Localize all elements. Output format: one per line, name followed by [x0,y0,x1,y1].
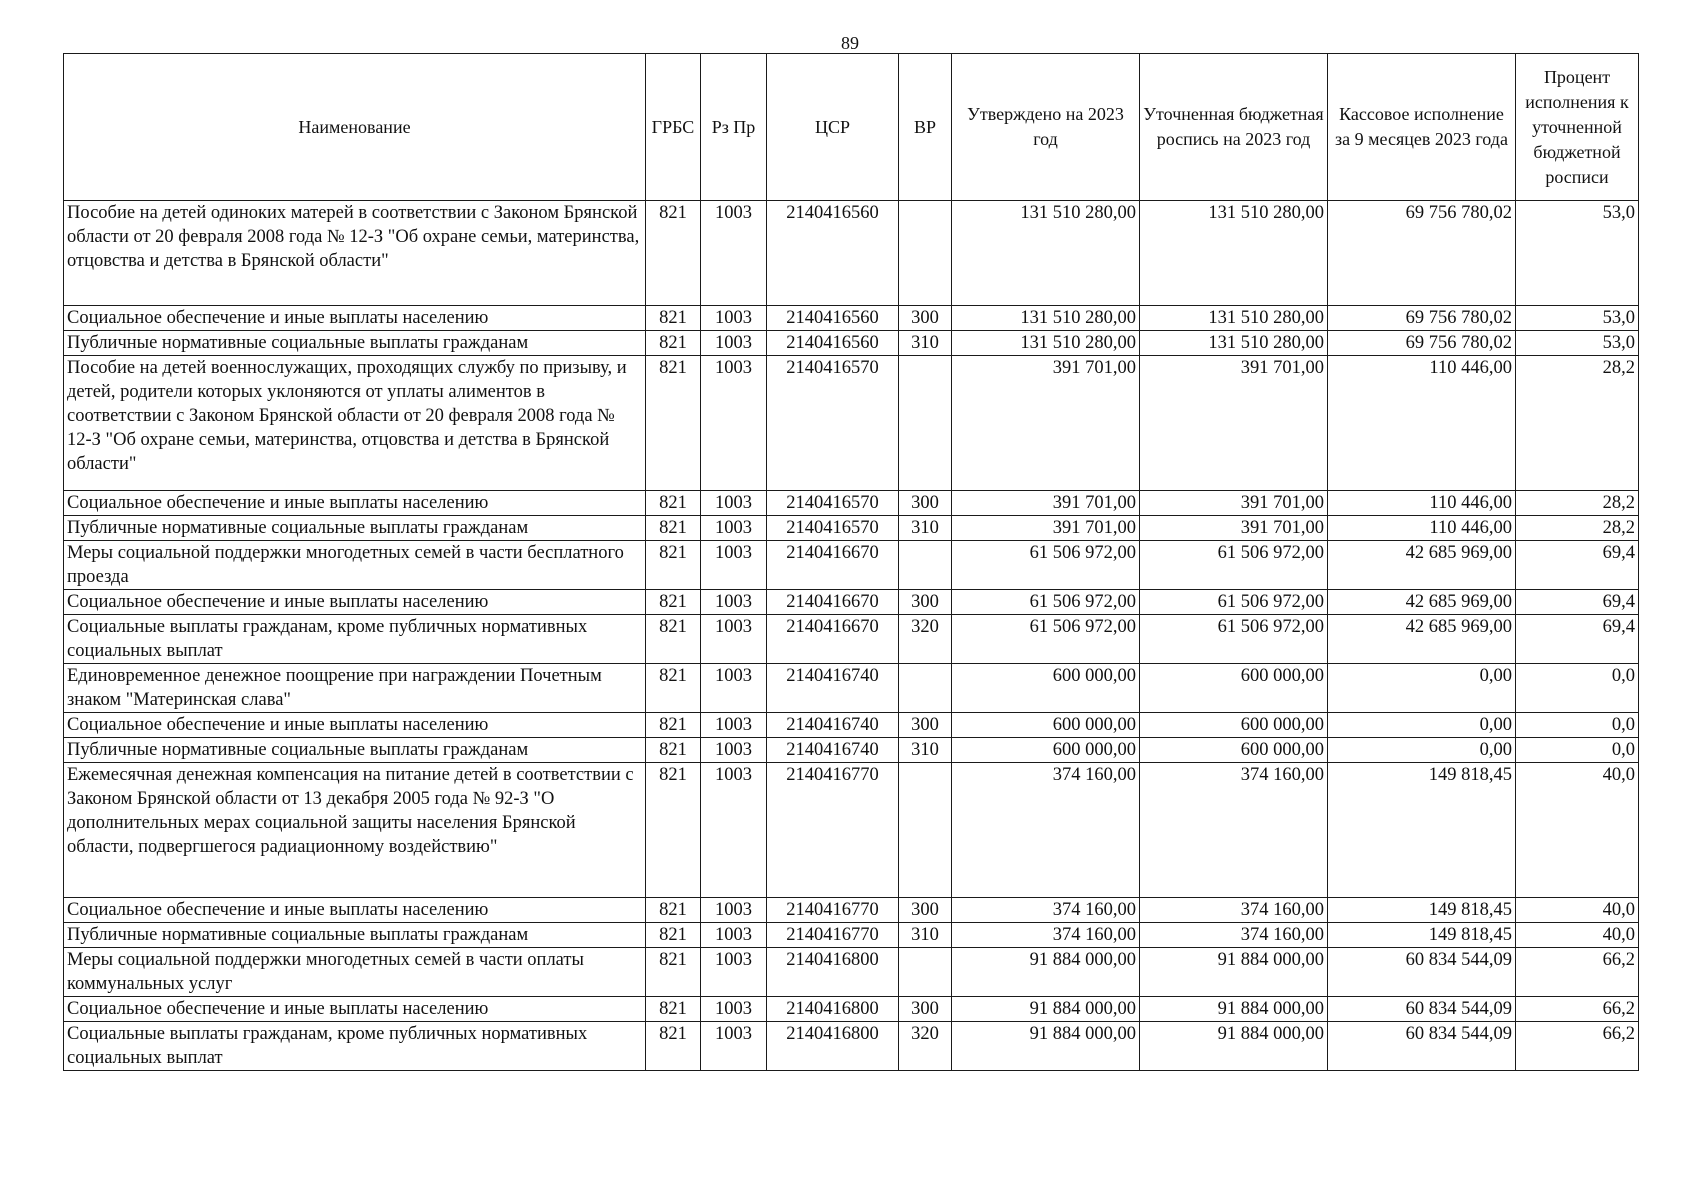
cell-percent: 40,0 [1516,923,1639,948]
cell-rzpr: 1003 [701,664,767,713]
cell-csr: 2140416740 [767,664,899,713]
cell-grbs: 821 [646,738,701,763]
cell-rzpr: 1003 [701,516,767,541]
cell-cash: 0,00 [1328,664,1516,713]
cell-grbs: 821 [646,763,701,898]
cell-csr: 2140416740 [767,713,899,738]
cell-refined: 91 884 000,00 [1140,997,1328,1022]
cell-vr: 300 [899,306,952,331]
cell-approved: 600 000,00 [952,664,1140,713]
cell-rzpr: 1003 [701,590,767,615]
cell-refined: 391 701,00 [1140,356,1328,491]
cell-cash: 0,00 [1328,738,1516,763]
cell-rzpr: 1003 [701,923,767,948]
cell-approved: 91 884 000,00 [952,1022,1140,1071]
cell-cash: 110 446,00 [1328,491,1516,516]
cell-rzpr: 1003 [701,1022,767,1071]
cell-rzpr: 1003 [701,898,767,923]
column-header-refined: Уточненная бюджетная роспись на 2023 год [1140,54,1328,201]
cell-approved: 374 160,00 [952,763,1140,898]
cell-name: Единовременное денежное поощрение при награждении Почетным знаком "Материнская слава" [64,664,646,713]
cell-name: Публичные нормативные социальные выплаты гражданам [64,516,646,541]
cell-approved: 91 884 000,00 [952,997,1140,1022]
table-row [64,331,1639,356]
cell-cash: 60 834 544,09 [1328,997,1516,1022]
cell-cash: 42 685 969,00 [1328,590,1516,615]
cell-vr: 310 [899,923,952,948]
cell-vr: 300 [899,491,952,516]
cell-csr: 2140416560 [767,306,899,331]
cell-refined: 391 701,00 [1140,516,1328,541]
cell-csr: 2140416800 [767,1022,899,1071]
cell-csr: 2140416770 [767,923,899,948]
cell-percent: 69,4 [1516,590,1639,615]
cell-grbs: 821 [646,713,701,738]
cell-vr: 320 [899,615,952,664]
cell-refined: 61 506 972,00 [1140,541,1328,590]
cell-name: Меры социальной поддержки многодетных семей в части бесплатного проезда [64,541,646,590]
cell-name: Ежемесячная денежная компенсация на питание детей в соответствии с Законом Брянской области от 13 декабря 2005 года № 92-З "О дополнительных мерах социальной защиты населения Брянской области, подвергшегося радиационному воздействию" [64,763,646,898]
cell-name: Публичные нормативные социальные выплаты гражданам [64,923,646,948]
table-row [64,615,1639,664]
cell-grbs: 821 [646,331,701,356]
cell-approved: 600 000,00 [952,713,1140,738]
table-row [64,1022,1639,1071]
table-body [64,201,1639,1071]
table-row [64,738,1639,763]
cell-vr [899,763,952,898]
cell-name: Пособие на детей военнослужащих, проходящих службу по призыву, и детей, родители которых уклоняются от уплаты алиментов в соответствии с Законом Брянской области от 20 февраля 2008 года № 12-З "Об охране семьи, материнства, отцовства и детства в Брянской области" [64,356,646,491]
column-header-csr: ЦСР [767,54,899,201]
cell-rzpr: 1003 [701,615,767,664]
cell-grbs: 821 [646,516,701,541]
cell-percent: 40,0 [1516,763,1639,898]
column-header-grbs: ГРБС [646,54,701,201]
cell-cash: 110 446,00 [1328,516,1516,541]
cell-rzpr: 1003 [701,331,767,356]
cell-approved: 391 701,00 [952,516,1140,541]
cell-grbs: 821 [646,201,701,306]
cell-refined: 374 160,00 [1140,763,1328,898]
table-row [64,997,1639,1022]
cell-name: Социальные выплаты гражданам, кроме публичных нормативных социальных выплат [64,615,646,664]
cell-csr: 2140416560 [767,331,899,356]
budget-table [63,53,1639,1071]
cell-approved: 131 510 280,00 [952,306,1140,331]
cell-name: Социальное обеспечение и иные выплаты населению [64,713,646,738]
cell-vr: 300 [899,997,952,1022]
column-header-cash: Кассовое исполнение за 9 месяцев 2023 года [1328,54,1516,201]
cell-csr: 2140416800 [767,948,899,997]
cell-rzpr: 1003 [701,491,767,516]
cell-cash: 60 834 544,09 [1328,1022,1516,1071]
cell-refined: 600 000,00 [1140,664,1328,713]
table-row [64,898,1639,923]
table-row [64,763,1639,898]
cell-percent: 66,2 [1516,948,1639,997]
cell-vr: 310 [899,331,952,356]
cell-approved: 391 701,00 [952,491,1140,516]
cell-percent: 0,0 [1516,664,1639,713]
table-header-row [64,54,1639,201]
cell-cash: 60 834 544,09 [1328,948,1516,997]
cell-name: Социальное обеспечение и иные выплаты населению [64,898,646,923]
table-row [64,590,1639,615]
table-row [64,923,1639,948]
cell-cash: 110 446,00 [1328,356,1516,491]
cell-refined: 91 884 000,00 [1140,948,1328,997]
table-row [64,948,1639,997]
cell-rzpr: 1003 [701,541,767,590]
table-row [64,306,1639,331]
cell-rzpr: 1003 [701,306,767,331]
cell-refined: 600 000,00 [1140,713,1328,738]
cell-grbs: 821 [646,356,701,491]
table-row [64,516,1639,541]
cell-name: Социальное обеспечение и иные выплаты населению [64,997,646,1022]
cell-csr: 2140416570 [767,516,899,541]
column-header-name: Наименование [64,54,646,201]
cell-name: Пособие на детей одиноких матерей в соответствии с Законом Брянской области от 20 февраля 2008 года № 12-З "Об охране семьи, материнства, отцовства и детства в Брянской области" [64,201,646,306]
cell-grbs: 821 [646,491,701,516]
cell-name: Социальное обеспечение и иные выплаты населению [64,590,646,615]
cell-csr: 2140416800 [767,997,899,1022]
cell-approved: 600 000,00 [952,738,1140,763]
cell-rzpr: 1003 [701,713,767,738]
cell-percent: 28,2 [1516,356,1639,491]
table-row [64,713,1639,738]
cell-vr [899,356,952,491]
cell-vr [899,201,952,306]
cell-name: Публичные нормативные социальные выплаты гражданам [64,331,646,356]
cell-csr: 2140416560 [767,201,899,306]
cell-cash: 149 818,45 [1328,898,1516,923]
table-row [64,664,1639,713]
cell-vr: 320 [899,1022,952,1071]
cell-vr [899,541,952,590]
cell-cash: 149 818,45 [1328,763,1516,898]
cell-approved: 131 510 280,00 [952,201,1140,306]
cell-approved: 131 510 280,00 [952,331,1140,356]
cell-csr: 2140416740 [767,738,899,763]
table-row [64,491,1639,516]
cell-refined: 131 510 280,00 [1140,306,1328,331]
cell-rzpr: 1003 [701,201,767,306]
cell-name: Публичные нормативные социальные выплаты гражданам [64,738,646,763]
cell-refined: 61 506 972,00 [1140,590,1328,615]
cell-refined: 91 884 000,00 [1140,1022,1328,1071]
cell-refined: 391 701,00 [1140,491,1328,516]
cell-name: Социальное обеспечение и иные выплаты населению [64,306,646,331]
cell-vr: 310 [899,516,952,541]
column-header-approved: Утверждено на 2023 год [952,54,1140,201]
cell-percent: 28,2 [1516,516,1639,541]
cell-grbs: 821 [646,948,701,997]
cell-vr [899,948,952,997]
cell-cash: 69 756 780,02 [1328,331,1516,356]
cell-refined: 374 160,00 [1140,898,1328,923]
cell-percent: 53,0 [1516,201,1639,306]
cell-grbs: 821 [646,306,701,331]
cell-rzpr: 1003 [701,763,767,898]
cell-rzpr: 1003 [701,356,767,491]
table-row [64,201,1639,306]
cell-percent: 0,0 [1516,738,1639,763]
table-row [64,541,1639,590]
cell-csr: 2140416570 [767,491,899,516]
cell-refined: 600 000,00 [1140,738,1328,763]
cell-rzpr: 1003 [701,738,767,763]
cell-percent: 66,2 [1516,997,1639,1022]
cell-cash: 69 756 780,02 [1328,201,1516,306]
page-number: 89 [841,33,859,53]
cell-refined: 131 510 280,00 [1140,331,1328,356]
column-header-rzpr: Рз Пр [701,54,767,201]
cell-name: Социальное обеспечение и иные выплаты населению [64,491,646,516]
cell-approved: 91 884 000,00 [952,948,1140,997]
cell-vr: 310 [899,738,952,763]
cell-csr: 2140416670 [767,541,899,590]
cell-percent: 66,2 [1516,1022,1639,1071]
cell-grbs: 821 [646,898,701,923]
cell-percent: 69,4 [1516,615,1639,664]
cell-csr: 2140416770 [767,898,899,923]
cell-percent: 0,0 [1516,713,1639,738]
cell-cash: 69 756 780,02 [1328,306,1516,331]
cell-rzpr: 1003 [701,997,767,1022]
cell-approved: 374 160,00 [952,923,1140,948]
cell-vr: 300 [899,713,952,738]
cell-grbs: 821 [646,923,701,948]
cell-percent: 53,0 [1516,331,1639,356]
cell-grbs: 821 [646,541,701,590]
cell-rzpr: 1003 [701,948,767,997]
table-row [64,356,1639,491]
column-header-vr: ВР [899,54,952,201]
cell-percent: 28,2 [1516,491,1639,516]
cell-refined: 131 510 280,00 [1140,201,1328,306]
cell-name: Меры социальной поддержки многодетных семей в части оплаты коммунальных услуг [64,948,646,997]
cell-approved: 391 701,00 [952,356,1140,491]
cell-percent: 53,0 [1516,306,1639,331]
cell-refined: 374 160,00 [1140,923,1328,948]
cell-vr: 300 [899,590,952,615]
cell-grbs: 821 [646,615,701,664]
cell-grbs: 821 [646,590,701,615]
column-header-percent: Процент исполнения к уточненной бюджетной росписи [1516,54,1639,201]
cell-approved: 61 506 972,00 [952,615,1140,664]
cell-csr: 2140416670 [767,590,899,615]
cell-approved: 61 506 972,00 [952,590,1140,615]
cell-grbs: 821 [646,664,701,713]
cell-grbs: 821 [646,997,701,1022]
cell-cash: 42 685 969,00 [1328,615,1516,664]
cell-cash: 0,00 [1328,713,1516,738]
cell-cash: 149 818,45 [1328,923,1516,948]
cell-csr: 2140416570 [767,356,899,491]
cell-csr: 2140416670 [767,615,899,664]
cell-grbs: 821 [646,1022,701,1071]
cell-name: Социальные выплаты гражданам, кроме публичных нормативных социальных выплат [64,1022,646,1071]
cell-vr [899,664,952,713]
cell-vr: 300 [899,898,952,923]
cell-approved: 61 506 972,00 [952,541,1140,590]
cell-cash: 42 685 969,00 [1328,541,1516,590]
cell-refined: 61 506 972,00 [1140,615,1328,664]
cell-percent: 40,0 [1516,898,1639,923]
cell-percent: 69,4 [1516,541,1639,590]
cell-approved: 374 160,00 [952,898,1140,923]
cell-csr: 2140416770 [767,763,899,898]
